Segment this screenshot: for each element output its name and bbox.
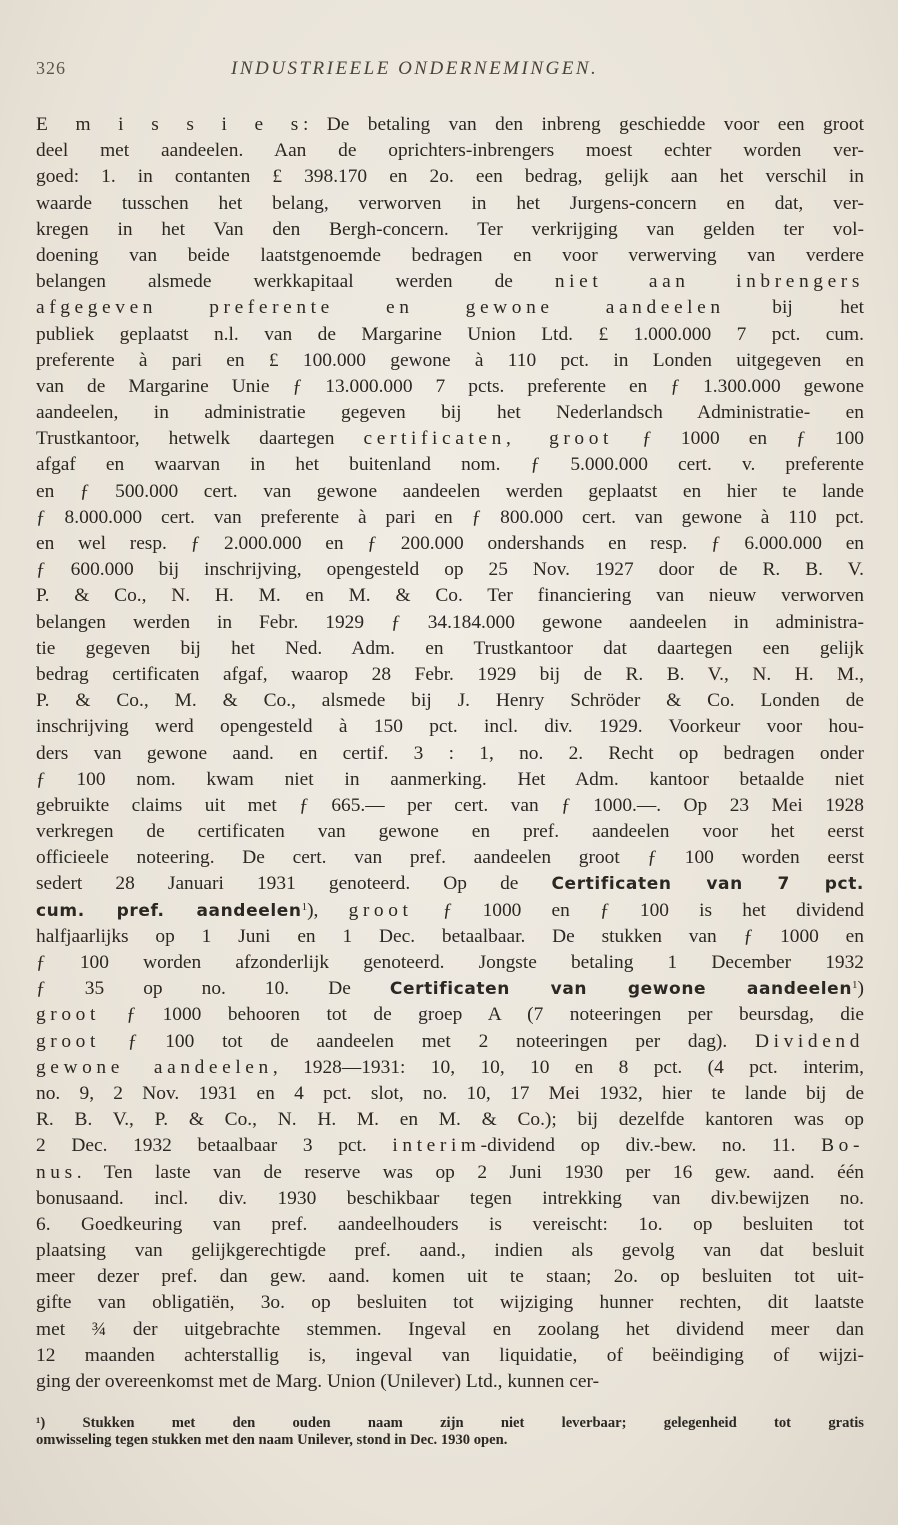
text-run: meer dezer pref. dan gew. aand. komen uit te staan; 2o. op besluiten tot uit- bbox=[36, 1266, 864, 1288]
text-line bbox=[36, 741, 864, 767]
text-run: ƒ 100 worden afzonderlijk genoteerd. Jongste betaling 1 December 1932 bbox=[36, 952, 864, 973]
spaced-term: niet aan inbrengers bbox=[554, 271, 864, 293]
text-run: afgaf en waarvan in het buitenland nom. ƒ 5.000.000 cert. v. preferente bbox=[36, 454, 864, 476]
text-run: ders van gewone aand. en certif. 3 : 1, no. 2. Recht op bedragen onder bbox=[36, 742, 864, 764]
text-run: . Ten laste van de reserve was op 2 Juni 1930 per 16 gew. aand. één bbox=[76, 1161, 864, 1183]
text-run: bonusaand. incl. div. 1930 beschikbaar tegen intrekking van div.bewijzen no. bbox=[36, 1187, 864, 1209]
text-run: goed: 1. in contanten £ 398.170 en 2o. een bedrag, gelijk aan het verschil in bbox=[36, 166, 864, 188]
text-line bbox=[36, 269, 864, 295]
text-run: ) bbox=[857, 978, 864, 1000]
text-run: officieele noteering. De cert. van pref. aandeelen groot ƒ 100 worden eerst bbox=[36, 847, 864, 869]
text-line bbox=[36, 479, 864, 505]
text-run: gifte van obligatiën, 3o. op besluiten tot wijziging hunner rechten, dit laatste bbox=[36, 1292, 864, 1314]
text-line bbox=[36, 426, 864, 452]
spaced-term: nus bbox=[36, 1161, 77, 1183]
text-run: no. 9, 2 Nov. 1931 en 4 pct. slot, no. 10, 17 Mei 1932, hier te lande bij de bbox=[36, 1082, 864, 1104]
text-run: 12 maanden achterstallig is, ingeval van liquidatie, of beëindiging of wijzi- bbox=[36, 1344, 864, 1366]
text-run: belangen alsmede werkkapitaal werden de bbox=[36, 271, 555, 293]
text-line bbox=[36, 322, 864, 348]
text-run: bedrag certificaten afgaf, waarop 28 Febr. 1929 bij de R. B. V., N. H. M., bbox=[36, 663, 864, 685]
text-run: bij het bbox=[724, 297, 864, 319]
text-line bbox=[36, 452, 864, 478]
spaced-term: Dividend bbox=[755, 1030, 864, 1052]
text-run: halfjaarlijks op 1 Juni en 1 Dec. betaalbaar. De stukken van ƒ 1000 en bbox=[36, 925, 864, 947]
text-line bbox=[36, 1264, 864, 1290]
text-line bbox=[36, 1186, 864, 1212]
text-run: , 1928—1931: 10, 10, 10 en 8 pct. (4 pct. interim, bbox=[272, 1056, 864, 1078]
text-line bbox=[36, 1290, 864, 1316]
text-run: : De betaling van den inbreng geschiedde voor een groot bbox=[302, 114, 864, 135]
text-line bbox=[36, 976, 864, 1002]
spaced-term: groot bbox=[348, 899, 413, 921]
text-run: van de Margarine Unie ƒ 13.000.000 7 pcts. preferente en ƒ 1.300.000 gewone bbox=[36, 375, 864, 397]
text-line bbox=[36, 1238, 864, 1264]
text-line bbox=[36, 400, 864, 426]
text-line bbox=[36, 1002, 864, 1028]
text-run: ƒ 1000 en ƒ 100 bbox=[613, 428, 864, 450]
text-line bbox=[36, 531, 864, 557]
text-line bbox=[36, 1081, 864, 1107]
bold-term: Certificaten van gewone aandeelen bbox=[389, 979, 853, 1000]
spaced-term: certificaten, groot bbox=[363, 428, 614, 450]
text-line bbox=[36, 191, 864, 217]
text-run: belangen werden in Febr. 1929 ƒ 34.184.000 gewone aandeelen in administra- bbox=[36, 611, 864, 633]
text-run: en ƒ 500.000 cert. van gewone aandeelen werden geplaatst en hier te lande bbox=[36, 480, 864, 502]
text-line bbox=[36, 636, 864, 662]
text-run: deel met aandeelen. Aan de oprichters-inbrengers moest echter worden ver- bbox=[36, 140, 864, 162]
spaced-term: groot bbox=[36, 1004, 100, 1026]
text-run: ƒ 100 nom. kwam niet in aanmerking. Het Adm. kantoor betaalde niet bbox=[36, 768, 864, 790]
text-line bbox=[36, 1133, 864, 1159]
text-run: ƒ 1000 en ƒ 100 is het dividend bbox=[412, 899, 864, 921]
text-line bbox=[36, 243, 864, 269]
text-line bbox=[36, 1369, 864, 1395]
text-run: kregen in het Van den Bergh-concern. Ter verkrijging van gelden ter vol- bbox=[36, 218, 864, 240]
footnotes bbox=[36, 1415, 864, 1449]
text-line bbox=[36, 662, 864, 688]
spaced-term: groot bbox=[36, 1030, 100, 1052]
footnote-marker: 1 bbox=[301, 900, 308, 913]
text-run: gebruikte claims uit met ƒ 665.— per cert. van ƒ 1000.—. Op 23 Mei 1928 bbox=[36, 794, 864, 816]
text-run: ƒ 35 op no. 10. De bbox=[36, 978, 390, 1000]
text-line bbox=[36, 819, 864, 845]
text-run: 6. Goedkeuring van pref. aandeelhouders is vereischt: 1o. op besluiten tot bbox=[36, 1213, 864, 1235]
text-run: ƒ 600.000 bij inschrijving, opengesteld op 25 Nov. 1927 door de R. B. V. bbox=[36, 559, 864, 581]
text-run: R. B. V., P. & Co., N. H. M. en M. & Co.); bij dezelfde kantoren was op bbox=[36, 1109, 864, 1131]
text-run: doening van beide laatstgenoemde bedragen en voor verwerving van verdere bbox=[36, 244, 864, 266]
text-run: waarde tusschen het belang, verworven in het Jurgens-concern en dat, ver- bbox=[36, 192, 864, 214]
text-line bbox=[36, 1029, 864, 1055]
text-line bbox=[36, 898, 864, 924]
text-line bbox=[36, 583, 864, 609]
text-run: -dividend op div.-bew. no. 11. bbox=[480, 1135, 822, 1157]
text-run: ), bbox=[307, 899, 349, 921]
text-line bbox=[36, 374, 864, 400]
text-line bbox=[36, 1107, 864, 1133]
text-run: verkregen de certificaten van gewone en pref. aandeelen voor het eerst bbox=[36, 821, 864, 843]
bold-term: Certificaten van 7 pct. bbox=[551, 874, 864, 895]
text-run: met ¾ der uitgebrachte stemmen. Ingeval en zoolang het dividend meer dan bbox=[36, 1318, 864, 1340]
text-line bbox=[36, 138, 864, 164]
spaced-term: gewone aandeelen bbox=[36, 1056, 273, 1078]
running-head: INDUSTRIEELE ONDERNEMINGEN. bbox=[231, 58, 599, 79]
text-run: P. & Co., M. & Co., alsmede bij J. Henry Schröder & Co. Londen de bbox=[36, 690, 864, 712]
page-number: 326 bbox=[36, 58, 66, 78]
text-run: aandeelen, in administratie gegeven bij het Nederlandsch Administratie- en bbox=[36, 402, 864, 424]
spaced-term: Bo- bbox=[821, 1135, 865, 1157]
footnote-line: omwisseling tegen stukken met den naam Unilever, stond in Dec. 1930 open. bbox=[36, 1432, 508, 1449]
spaced-term: E m i s s i e s bbox=[36, 114, 303, 135]
text-line bbox=[36, 950, 864, 976]
text-run: ƒ 100 tot de aandeelen met 2 noteeringen per dag). bbox=[99, 1030, 756, 1052]
text-run: ƒ 1000 behooren tot de groep A (7 noteeringen per beursdag, die bbox=[99, 1004, 864, 1026]
text-line bbox=[36, 871, 864, 897]
text-line bbox=[36, 1055, 864, 1081]
text-line bbox=[36, 688, 864, 714]
text-line bbox=[36, 610, 864, 636]
text-run: publiek geplaatst n.l. van de Margarine Union Ltd. £ 1.000.000 7 pct. cum. bbox=[36, 323, 864, 345]
text-line bbox=[36, 348, 864, 374]
text-line bbox=[36, 767, 864, 793]
text-line bbox=[36, 924, 864, 950]
text-line bbox=[36, 505, 864, 531]
text-run: tie gegeven bij het Ned. Adm. en Trustkantoor dat daartegen een gelijk bbox=[36, 637, 864, 659]
text-run: ging der overeenkomst met de Marg. Union (Unilever) Ltd., kunnen cer- bbox=[36, 1371, 600, 1392]
text-line bbox=[36, 164, 864, 190]
text-line bbox=[36, 793, 864, 819]
page-header bbox=[36, 58, 864, 98]
footnote-marker: 1 bbox=[852, 979, 858, 992]
footnote-line: ¹) Stukken met den ouden naam zijn niet leverbaar; gelegenheid tot gratis bbox=[36, 1415, 864, 1432]
body-text bbox=[36, 112, 864, 1395]
text-line bbox=[36, 845, 864, 871]
text-run: preferente à pari en £ 100.000 gewone à 110 pct. in Londen uitgegeven en bbox=[36, 349, 864, 371]
text-run: P. & Co., N. H. M. en M. & Co. Ter financiering van nieuw verworven bbox=[36, 585, 864, 607]
spaced-term: afgegeven preferente en gewone aandeelen bbox=[36, 297, 725, 319]
text-line bbox=[36, 714, 864, 740]
text-run: en wel resp. ƒ 2.000.000 en ƒ 200.000 ondershands en resp. ƒ 6.000.000 en bbox=[36, 533, 864, 554]
text-line bbox=[36, 217, 864, 243]
bold-term: cum. pref. aandeelen bbox=[36, 900, 302, 921]
text-line bbox=[36, 1343, 864, 1369]
text-run: sedert 28 Januari 1931 genoteerd. Op de bbox=[36, 873, 552, 895]
text-line bbox=[36, 112, 864, 138]
text-line bbox=[36, 1317, 864, 1343]
text-run: 2 Dec. 1932 betaalbaar 3 pct. bbox=[36, 1135, 393, 1157]
text-run: plaatsing van gelijkgerechtigde pref. aand., indien als gevolg van dat besluit bbox=[36, 1240, 864, 1262]
text-line bbox=[36, 1160, 864, 1186]
text-run: Trustkantoor, hetwelk daartegen bbox=[36, 428, 364, 450]
text-line bbox=[36, 1212, 864, 1238]
spaced-term: interim bbox=[392, 1135, 481, 1157]
text-line bbox=[36, 557, 864, 583]
text-run: inschrijving werd opengesteld à 150 pct. incl. div. 1929. Voorkeur voor hou- bbox=[36, 716, 864, 738]
text-line bbox=[36, 295, 864, 321]
text-run: ƒ 8.000.000 cert. van preferente à pari en ƒ 800.000 cert. van gewone à 110 pct. bbox=[36, 506, 864, 528]
